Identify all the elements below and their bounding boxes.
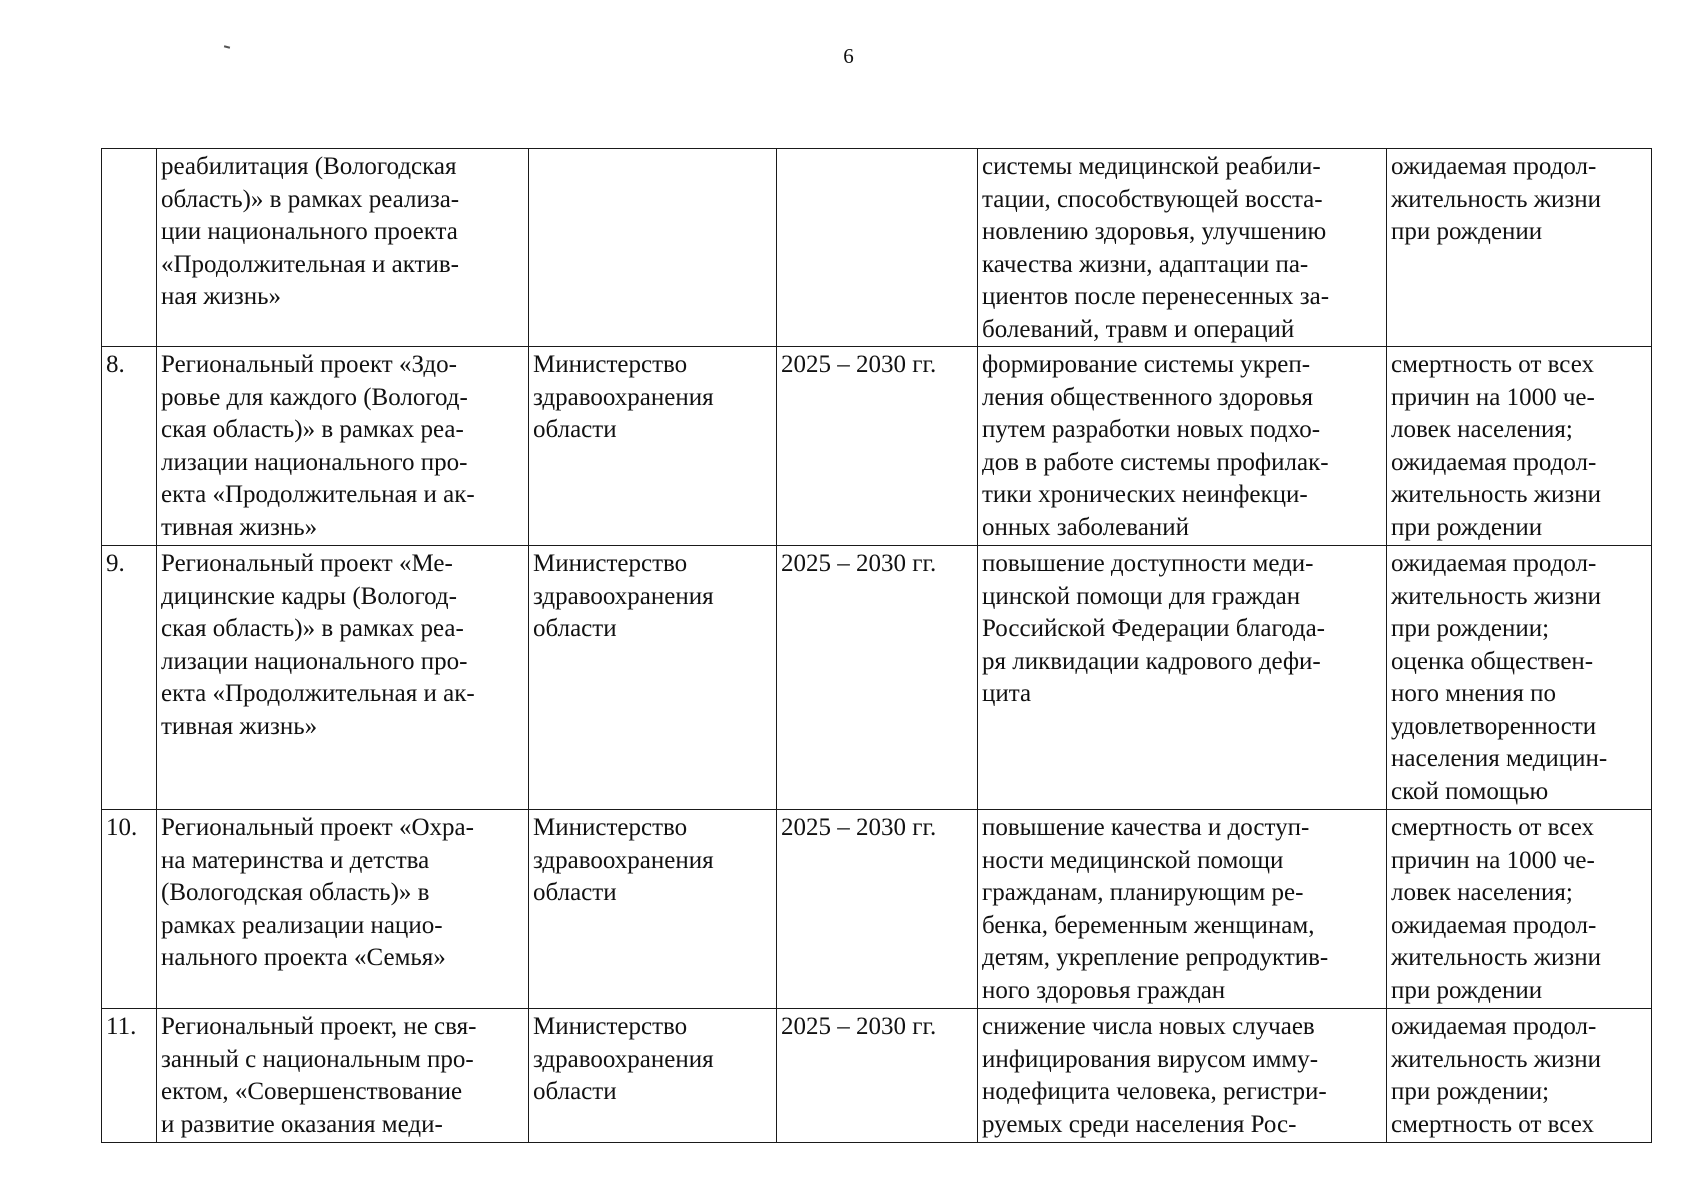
project-name-cell: реабилитация (Вологодская область)» в рамках реализа- ции национального проекта «Продолжительная и актив- ная жизнь» [157,149,529,347]
indicators-cell: смертность от всех причин на 1000 че- ловек населения; ожидаемая продол- жительность жизни при рождении [1387,810,1652,1009]
result-cell: системы медицинской реабили- тации, способствующей восста- новлению здоровья, улучшению качества жизни, адаптации па- циентов после перенесенных за- болеваний, травм и операций [978,149,1387,347]
result-cell: повышение доступности меди- цинской помощи для граждан Российской Федерации благода- ря ликвидации кадрового дефи- цита [978,546,1387,810]
period-cell [777,149,978,347]
table-row [102,546,1652,810]
table-row [102,1009,1652,1143]
indicators-cell: ожидаемая продол- жительность жизни при рождении; смертность от всех [1387,1009,1652,1143]
table-row [102,149,1652,347]
row-number-cell: 8. [102,347,157,546]
row-number-cell: 10. [102,810,157,1009]
indicators-cell: ожидаемая продол- жительность жизни при рождении [1387,149,1652,347]
period-cell: 2025 – 2030 гг. [777,1009,978,1143]
row-number-cell: 11. [102,1009,157,1143]
project-name-cell: Региональный проект «Охра- на материнства и детства (Вологодская область)» в рамках реализации нацио- нального проекта «Семья» [157,810,529,1009]
responsible-cell: Министерство здравоохранения области [529,546,777,810]
indicators-cell: смертность от всех причин на 1000 че- ловек населения; ожидаемая продол- жительность жизни при рождении [1387,347,1652,546]
program-table [101,148,1652,1143]
period-cell: 2025 – 2030 гг. [777,347,978,546]
period-cell: 2025 – 2030 гг. [777,810,978,1009]
result-cell: формирование системы укреп- ления общественного здоровья путем разработки новых подхо- дов в работе системы профилак- тики хронических неинфекци- онных заболеваний [978,347,1387,546]
row-number-cell [102,149,157,347]
responsible-cell: Министерство здравоохранения области [529,1009,777,1143]
project-name-cell: Региональный проект, не свя- занный с национальным про- ектом, «Совершенствование и развитие оказания меди- [157,1009,529,1143]
page-number: 6 [843,44,854,68]
responsible-cell: Министерство здравоохранения области [529,810,777,1009]
responsible-cell: Министерство здравоохранения области [529,347,777,546]
result-cell: повышение качества и доступ- ности медицинской помощи гражданам, планирующим ре- бенка, беременным женщинам, детям, укрепление репродуктив- ного здоровья граждан [978,810,1387,1009]
result-cell: снижение числа новых случаев инфицирования вирусом имму- нодефицита человека, регистри- руемых среди населения Рос- [978,1009,1387,1143]
responsible-cell [529,149,777,347]
table-row [102,347,1652,546]
row-number-cell: 9. [102,546,157,810]
project-name-cell: Региональный проект «Здо- ровье для каждого (Вологод- ская область)» в рамках реа- лизации национального про- екта «Продолжительная и ак- тивная жизнь» [157,347,529,546]
table-row [102,810,1652,1009]
project-name-cell: Региональный проект «Ме- дицинские кадры (Вологод- ская область)» в рамках реа- лизации национального про- екта «Продолжительная и ак- тивная жизнь» [157,546,529,810]
indicators-cell: ожидаемая продол- жительность жизни при рождении; оценка обществен- ного мнения по удовлетворенности населения медицин- ской помощью [1387,546,1652,810]
period-cell: 2025 – 2030 гг. [777,546,978,810]
